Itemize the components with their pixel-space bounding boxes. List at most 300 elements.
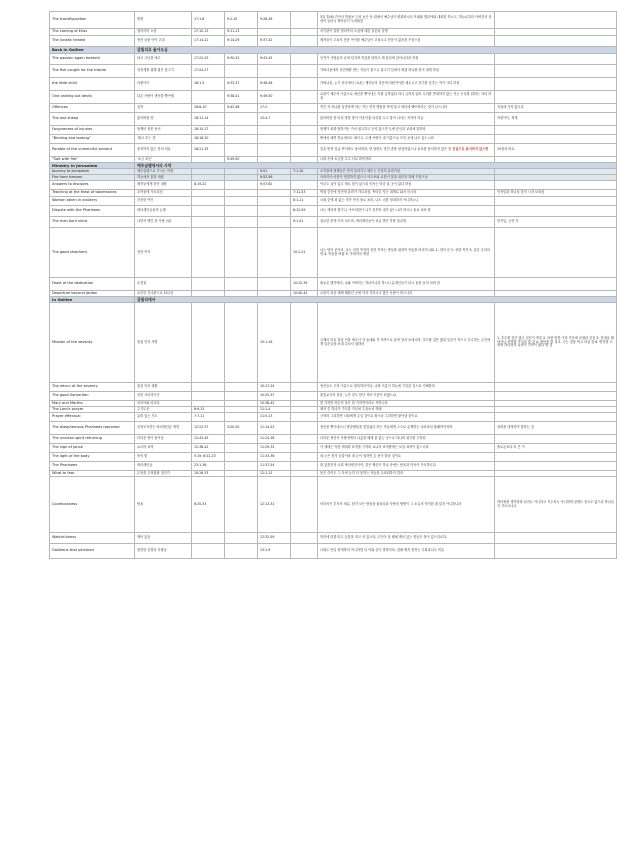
note-cell — [495, 453, 617, 462]
matthew-ref-cell — [192, 303, 225, 383]
mark-ref-cell — [225, 217, 258, 228]
luke-ref-cell — [258, 144, 291, 157]
luke-ref-cell: 15:4-7 — [258, 113, 291, 126]
title-cell: Answers to disciples — [50, 181, 135, 190]
description-cell: 몇 가지만 하든지 혹은 한 가지만이라도 족하니라 — [318, 401, 495, 407]
korean-title-cell: 주기도문 — [135, 407, 192, 413]
matthew-ref-cell: 18:15-17 — [192, 126, 225, 135]
title-cell: Teaching at the feast of tabernacles — [50, 190, 135, 197]
korean-title-cell: 성전세를 위해 잡은 물고기 — [135, 65, 192, 78]
matthew-ref-cell — [192, 190, 225, 197]
note-cell — [495, 135, 617, 144]
luke-ref-cell: 12:1-12 — [258, 471, 291, 477]
note-cell — [495, 12, 617, 29]
mark-ref-cell — [225, 435, 258, 444]
matthew-ref-cell: 18:11-14 — [192, 113, 225, 126]
john-ref-cell: 8:1-11 — [291, 197, 318, 206]
korean-title-cell: 변화 — [135, 12, 192, 29]
korean-title-cell: 귀신 들린 아이 고침 — [135, 36, 192, 47]
matthew-ref-cell: 5:15; 6:22-23 — [192, 453, 225, 462]
mark-ref-cell — [225, 190, 258, 197]
section-title: Ministry in Jerusalem — [50, 163, 135, 169]
title-cell: Woman taken in adultery — [50, 197, 135, 206]
title-cell: the little child — [50, 78, 135, 91]
john-ref-cell — [291, 135, 318, 144]
title-cell: The Lord's prayer — [50, 407, 135, 413]
title-cell: The good Samaritan — [50, 392, 135, 401]
mark-ref-cell — [225, 206, 258, 217]
john-ref-cell — [291, 413, 318, 422]
luke-ref-cell: 9:46-48 — [258, 78, 291, 91]
table-row — [50, 303, 617, 383]
matthew-ref-cell: 18:6-10 — [192, 104, 225, 113]
description-cell: 3일 후(6) 가이사 빌립보 근처 높은 산 위에서 예수님이 변화되시어 모세와 엘리야와 대화를 하시고, 하늘로부터 아버지의 음성이 들리니 제자들이 두려워함 — [318, 12, 495, 29]
mark-ref-cell — [225, 383, 258, 392]
description-cell: 솔로몬 행각에서, 나와 아버지는 하나이니라 하시니 유대인들이 다시 돌을 들어 치려 함 — [318, 278, 495, 291]
john-ref-cell — [291, 36, 318, 47]
table-row — [50, 435, 617, 444]
table-row — [50, 383, 617, 392]
mark-ref-cell — [225, 544, 258, 559]
description-cell: 몸은 죽여도 그 후에 능히 더 못하는 자들을 두려워하지 말라 — [318, 471, 495, 477]
matthew-ref-cell: 18:21-35 — [192, 144, 225, 157]
table-row — [50, 29, 617, 36]
korean-title-cell: 마리아와 마르다 — [135, 401, 192, 407]
note-cell — [495, 544, 617, 559]
luke-ref-cell: 10:17-24 — [258, 383, 291, 392]
john-ref-cell: 7:11-53 — [291, 190, 318, 197]
matthew-ref-cell — [192, 206, 225, 217]
title-cell: Covetousness — [50, 477, 135, 533]
korean-title-cell: 요나의 표적 — [135, 444, 192, 453]
note-cell: 어린아이, 회개 — [495, 113, 617, 126]
description-cell: 잃어버린 한 마리 양을 찾아 아흔아홉 마리를 두고 찾아 나서는 목자의 비유 — [318, 113, 495, 126]
description-cell: 귀신을 쫓아내시니 바알세불을 힘입었다 하는 자들에게 스스로 분쟁하는 나라마다 황폐하여지며 — [318, 422, 495, 435]
korean-title-cell: 칠십 인의 사명 — [135, 303, 192, 383]
note-cell: 안식일, 눈먼 자 — [495, 217, 617, 228]
mark-ref-cell — [225, 126, 258, 135]
mark-ref-cell: 9:38-41 — [225, 91, 258, 104]
john-ref-cell — [291, 65, 318, 78]
luke-ref-cell: 10:25-37 — [258, 392, 291, 401]
john-ref-cell — [291, 78, 318, 91]
title-cell: What to fear — [50, 471, 135, 477]
matthew-ref-cell — [192, 91, 225, 104]
description-cell: 서기관이 말한 엘리야의 오심에 대한 질문과 설명 — [318, 29, 495, 36]
john-ref-cell — [291, 113, 318, 126]
title-cell: Offences — [50, 104, 135, 113]
description-cell: 화 있을진저 너희 바리새인이여, 겉은 깨끗이 하나 속에는 탐욕과 악독이 가득하도다 — [318, 462, 495, 471]
description-cell: 허리에 띠를 띠고 등불을 켜고 서 있으라, 주인이 올 때에 깨어 있는 종들은 복이 있으리로다 — [318, 533, 495, 544]
korean-title-cell: '매고 푸는 것' — [135, 135, 192, 144]
note-cell — [495, 462, 617, 471]
note-cell — [495, 36, 617, 47]
note-cell: 솔로몬보다 더 큰 이 — [495, 444, 617, 453]
title-cell: Parable of the unmerciful servant — [50, 144, 135, 157]
description-cell: 주께서 따로 칠십 인을 세우사 각 동네와 각 지역으로 둘씩 앞서 보내시며, 추수할 것은 많되 일꾼이 적으니 추수하는 주인에게 일꾼들을 보내 주소서 청하라 — [318, 303, 495, 383]
matthew-ref-cell: 12:38-42 — [192, 444, 225, 453]
table-row — [50, 477, 617, 533]
section-header-row — [50, 47, 617, 54]
luke-ref-cell: 10:38-42 — [258, 401, 291, 407]
luke-ref-cell: 11:33-36 — [258, 453, 291, 462]
korean-title-cell: '소금 치듯' — [135, 157, 192, 163]
title-cell: Dispute with the Pharisees — [50, 206, 135, 217]
john-ref-cell: 10:22-39 — [291, 278, 318, 291]
luke-ref-cell — [258, 278, 291, 291]
mark-ref-cell — [225, 533, 258, 544]
mark-ref-cell — [225, 278, 258, 291]
luke-ref-cell — [258, 126, 291, 135]
korean-title-cell: 탐욕 — [135, 477, 192, 533]
matthew-ref-cell: 17:10-13 — [192, 29, 225, 36]
matthew-ref-cell: 7:7-11 — [192, 413, 225, 422]
mark-ref-cell — [225, 144, 258, 157]
john-ref-cell — [291, 422, 318, 435]
korean-title-cell: 나면서 맹인 된 사람 치유 — [135, 217, 192, 228]
mark-ref-cell: 9:33-37 — [225, 78, 258, 91]
table-row — [50, 544, 617, 559]
john-ref-cell — [291, 104, 318, 113]
table-row — [50, 190, 617, 197]
table-row — [50, 135, 617, 144]
mark-ref-cell — [225, 413, 258, 422]
korean-title-cell: 무엇을 두려워할 것인가 — [135, 471, 192, 477]
john-ref-cell — [291, 477, 318, 533]
note-cell — [495, 533, 617, 544]
luke-ref-cell: 9:43-45 — [258, 54, 291, 65]
table-row — [50, 444, 617, 453]
note-cell — [495, 413, 617, 422]
section-korean-title: 갈릴리로 돌아오심 — [135, 47, 617, 54]
description-cell: 나는 양의 문이라, 나는 선한 목자라 선한 목자는 양들을 위하여 목숨을 버리거니와. 1. 양의 문 2. 선한 목자 3. 다른 우리의 양 4. 목숨을 버림 5. 아버지의 명령 — [318, 228, 495, 278]
description-cell: 작은 자 하나를 실족하게 하는 자는 연자 맷돌을 목에 달고 바다에 빠뜨려지는 것이 나으니라 — [318, 104, 495, 113]
john-ref-cell: 10:1-21 — [291, 228, 318, 278]
description-cell: 인자가 사람들의 손에 넘겨져 죽임을 당하고 제 삼일에 살아나리라 하심 — [318, 54, 495, 65]
table-row — [50, 91, 617, 104]
title-cell: The good shepherd — [50, 228, 135, 278]
note-cell — [495, 78, 617, 91]
table-row — [50, 453, 617, 462]
korean-title-cell: 깨어 있음 — [135, 533, 192, 544]
luke-ref-cell: 9:37-42 — [258, 36, 291, 47]
john-ref-cell — [291, 392, 318, 401]
description-cell: 사마리아 마을이 영접하지 않으니 야고보와 요한이 불을 내리자 하매 꾸짖으심 — [318, 175, 495, 181]
korean-title-cell: 다시 고난을 예고 — [135, 54, 192, 65]
title-cell: The return of the seventy — [50, 383, 135, 392]
mark-ref-cell — [225, 444, 258, 453]
luke-ref-cell: 17:2 — [258, 104, 291, 113]
korean-title-cell: 어린아이 — [135, 78, 192, 91]
table-row — [50, 206, 617, 217]
section-korean-title: 갈릴리에서 — [135, 297, 617, 303]
description-cell: 율법교사의 질문, 누가 강도 만난 자의 이웃이 되겠느냐 — [318, 392, 495, 401]
luke-ref-cell: 12:13-31 — [258, 477, 291, 533]
matthew-ref-cell: 6:9-13 — [192, 407, 225, 413]
john-ref-cell: 10:40-42 — [291, 291, 318, 297]
note-cell — [495, 181, 617, 190]
luke-ref-cell: 9:28-36 — [258, 12, 291, 29]
korean-title-cell: 초막절에 가르치심 — [135, 190, 192, 197]
mark-ref-cell — [225, 181, 258, 190]
korean-title-cell: 예루살렘으로 가시는 여정 — [135, 169, 192, 175]
table-row — [50, 36, 617, 47]
table-row — [50, 413, 617, 422]
korean-title-cell: 용서하지 않는 종의 비유 — [135, 144, 192, 157]
description-cell: 구하라 그리하면 너희에게 주실 것이요 찾으라 그리하면 찾아낼 것이요 — [318, 413, 495, 422]
luke-ref-cell — [258, 228, 291, 278]
description-cell: 더러운 귀신이 사람에게서 나갔을 때에 물 없는 곳으로 다니며 쉬기를 구하되 — [318, 435, 495, 444]
title-cell: Forgiveness of injuries — [50, 126, 135, 135]
title-cell: "Salt with fire" — [50, 157, 135, 163]
john-ref-cell — [291, 54, 318, 65]
matthew-ref-cell — [192, 533, 225, 544]
matthew-ref-cell — [192, 217, 225, 228]
korean-title-cell: 요단강 건너편으로 떠나심 — [135, 291, 192, 297]
note-cell — [495, 435, 617, 444]
note-cell: 1. 추수할 것은 많고 일꾼이 적음 2. 어린 양을 이리 가운데 보냄과 같음 3. 전대나 배낭이나 신발을 가지지 말 것 4. 평안을 빌 것 5. 주는 것을 먹고 마실 것 6. 병자를 고치며 하나님의 나라가 가까이 왔다 할 것 — [495, 303, 617, 383]
description-cell: 실로암 못에 가서 씻으라, 바리새인들이 치유 받은 자를 출교함 — [318, 217, 495, 228]
note-cell — [495, 91, 617, 104]
description-cell: 이 세대는 악한 세대라 표적을 구하되 요나의 표적밖에는 보일 표적이 없느니라 — [318, 444, 495, 453]
john-ref-cell: 8:12-59 — [291, 206, 318, 217]
title-cell: Prayer effectual — [50, 413, 135, 422]
mark-ref-cell: 9:11-13 — [225, 29, 258, 36]
title-cell: "Binding and loosing" — [50, 135, 135, 144]
description-cell: 너희도 만일 회개하지 아니하면 다 이와 같이 망하리라, 열매 맺지 못하는 무화과나무 비유 — [318, 544, 495, 559]
mark-ref-cell: 9:2-10 — [225, 12, 258, 29]
luke-ref-cell: 10:1-16 — [258, 303, 291, 383]
description-cell: 제자 중 하나가 기도를 가르쳐 주옵소서 하매 — [318, 407, 495, 413]
korean-title-cell: 엘리야의 오심 — [135, 29, 192, 36]
note-cell — [495, 29, 617, 36]
note-cell — [495, 65, 617, 78]
mark-ref-cell — [225, 65, 258, 78]
matthew-ref-cell — [192, 392, 225, 401]
description-cell: 나는 세상의 빛이니, 아브라함이 나기 전부터 내가 있느니라 하시니 돌로 치려 함 — [318, 206, 495, 217]
table-row — [50, 197, 617, 206]
section-title: In Galilee — [50, 297, 135, 303]
john-ref-cell — [291, 303, 318, 383]
title-cell: Journey to Jerusalem — [50, 169, 135, 175]
mark-ref-cell: 3:20-30 — [225, 422, 258, 435]
table-row — [50, 104, 617, 113]
matthew-ref-cell — [192, 197, 225, 206]
korean-title-cell: 간음한 여인 — [135, 197, 192, 206]
matthew-ref-cell: 6:25-33 — [192, 477, 225, 533]
title-cell: The unclean spirit returning — [50, 435, 135, 444]
section-title: Back in Galilee — [50, 47, 135, 54]
note-cell: 지옥에 가지 않도록 — [495, 104, 617, 113]
matthew-ref-cell: 12:43-45 — [192, 435, 225, 444]
korean-title-cell: 신성모독하는 바리새인들 책망 — [135, 422, 192, 435]
luke-ref-cell: 11:5-13 — [258, 413, 291, 422]
mark-ref-cell — [225, 113, 258, 126]
description-cell: 귀신들도 주의 이름으로 항복하더이다, 너희 이름이 하늘에 기록된 것으로 기뻐하라 — [318, 383, 495, 392]
john-ref-cell — [291, 462, 318, 471]
description-cell: 네 눈은 몸의 등불이라 네 눈이 성하면 온 몸이 밝을 것이요 — [318, 453, 495, 462]
matthew-ref-cell: 12:22-37 — [192, 422, 225, 435]
highlight-text: 진심으로 용서하지 않으면 — [452, 147, 489, 152]
luke-ref-cell — [258, 190, 291, 197]
luke-ref-cell: 11:37-54 — [258, 462, 291, 471]
table-row — [50, 228, 617, 278]
john-ref-cell — [291, 126, 318, 135]
description-cell: 너희 중에 죄 없는 자가 먼저 돌로 치라, 나도 너를 정죄하지 아니하노니 — [318, 197, 495, 206]
description-text: 일흔 번씩 일곱 번이라도 용서하라, 만 달란트 빚진 종을 탕감하였으나 동료를 용서하지 않은 종 — [320, 147, 452, 152]
title-cell: Feast of the dedication — [50, 278, 135, 291]
description-cell: 가버나움에서 성전세를 받는 자들이 물으니 물고기 입에서 세겔 하나를 얻어 내게 하심 — [318, 65, 495, 78]
matthew-ref-cell: 18:18-20 — [192, 135, 225, 144]
luke-ref-cell — [258, 135, 291, 144]
korean-title-cell: 바리새인들과의 논쟁 — [135, 206, 192, 217]
john-ref-cell — [291, 383, 318, 392]
title-cell: The passion again foretold — [50, 54, 135, 65]
note-cell: 까마귀를 생각하라 심지도 아니하고 거두지도 아니하며 골방도 창고도 없으되 하나님이 기르시나니 — [495, 477, 617, 533]
table-row — [50, 422, 617, 435]
title-cell: The blasphemous Pharisees reproved — [50, 422, 135, 435]
matthew-ref-cell: 17:22-23 — [192, 54, 225, 65]
description-cell: 여우도 굴이 있고 새도 집이 있으되 인자는 머리 둘 곳이 없다 하심 — [318, 181, 495, 190]
matthew-ref-cell: 17:14-21 — [192, 36, 225, 47]
table-row — [50, 217, 617, 228]
note-cell — [495, 54, 617, 65]
mark-ref-cell — [225, 303, 258, 383]
matthew-ref-cell: 18:1-5 — [192, 78, 225, 91]
john-ref-cell — [291, 453, 318, 462]
title-cell: The Pharisees — [50, 462, 135, 471]
table-row — [50, 462, 617, 471]
title-cell: Galileans that perished — [50, 544, 135, 559]
mark-ref-cell — [225, 477, 258, 533]
description-cell: 초막절에 형제들은 먼저 올라가고 예수는 은밀히 올라가심 — [318, 169, 495, 175]
luke-ref-cell — [258, 206, 291, 217]
korean-title-cell: 잃어버린 양 — [135, 113, 192, 126]
title-cell: The sign of Jonah — [50, 444, 135, 453]
luke-ref-cell: 9:51 — [258, 169, 291, 175]
description-cell: 제자들이 고치지 못한 아이를 예수님이 고치시고 믿음이 없음을 꾸짖으심 — [318, 36, 495, 47]
note-cell — [495, 392, 617, 401]
note-cell: 성령을 대적하여 말하는 것 — [495, 422, 617, 435]
note-cell — [495, 383, 617, 392]
matthew-ref-cell: 17:24-27 — [192, 65, 225, 78]
matthew-ref-cell — [192, 228, 225, 278]
section-korean-title: 예루살렘에서의 사역 — [135, 163, 617, 169]
korean-title-cell: 수전절 — [135, 278, 192, 291]
korean-title-cell: 형제의 잘못 용서 — [135, 126, 192, 135]
matthew-ref-cell: 8:19-22 — [192, 181, 225, 190]
mark-ref-cell — [225, 135, 258, 144]
matthew-ref-cell: 23:1-36 — [192, 462, 225, 471]
mark-ref-cell — [225, 228, 258, 278]
title-cell: Departure beyond Jordan — [50, 291, 135, 297]
john-ref-cell — [291, 29, 318, 36]
title-cell: The fish caught for the tribute — [50, 65, 135, 78]
title-cell: Fire from heaven — [50, 175, 135, 181]
korean-title-cell: 제자들에게 하신 대답 — [135, 181, 192, 190]
korean-title-cell: 효력 있는 기도 — [135, 413, 192, 422]
title-cell: Watchfulness — [50, 533, 135, 544]
table-row — [50, 278, 617, 291]
table-row — [50, 533, 617, 544]
john-ref-cell: 7:1-10 — [291, 169, 318, 175]
description-cell: 가버나움, 누가 천국에서 크냐는 제자들의 질문에 어린아이를 세우시고 자기를 낮추는 자가 크다 하심 — [318, 78, 495, 91]
luke-ref-cell: 13:1-9 — [258, 544, 291, 559]
korean-title-cell: 몸의 빛 — [135, 453, 192, 462]
korean-title-cell: 바리새인들 — [135, 462, 192, 471]
title-cell: The lunatic healed — [50, 36, 135, 47]
description-cell: 어리석은 부자의 비유, 삼가 모든 탐심을 물리치라 사람의 생명이 그 소유의 넉넉한 데 있지 아니하니라 — [318, 477, 495, 533]
luke-ref-cell: 12:32-59 — [258, 533, 291, 544]
matthew-ref-cell: 17:1-8 — [192, 12, 225, 29]
note-cell: 인자임과 하나님 앞의 시자 보내심 — [495, 190, 617, 197]
table-row — [50, 12, 617, 29]
korean-title-cell: 칠십 인의 귀환 — [135, 383, 192, 392]
luke-ref-cell: 11:24-28 — [258, 435, 291, 444]
luke-ref-cell: 11:29-32 — [258, 444, 291, 453]
mark-ref-cell — [225, 392, 258, 401]
korean-title-cell: 하늘에서 불을 내림 — [135, 175, 192, 181]
title-cell: Mission of the seventy — [50, 303, 135, 383]
note-cell — [495, 228, 617, 278]
luke-ref-cell — [258, 197, 291, 206]
luke-ref-cell: 11:1-4 — [258, 407, 291, 413]
title-cell: The man born blind — [50, 217, 135, 228]
title-cell: The light of the body — [50, 453, 135, 462]
korean-title-cell: 선한 사마리아인 — [135, 392, 192, 401]
table-row — [50, 113, 617, 126]
john-ref-cell — [291, 12, 318, 29]
matthew-ref-cell — [192, 544, 225, 559]
korean-title-cell: 더러운 영이 돌아옴 — [135, 435, 192, 444]
john-ref-cell — [291, 544, 318, 559]
description-cell: 요한이 예수의 이름으로 귀신을 쫓아내는 자를 금하였다 하니 금하지 말라 우리를 반대하지 않는 자는 우리를 위하는 자라 하심 — [318, 91, 495, 104]
john-ref-cell — [291, 435, 318, 444]
description-cell: 형제가 죄를 범하거든 가서 권고하고 듣지 않으면 두세 증인과 교회에 말하라 — [318, 126, 495, 135]
mark-ref-cell: 9:42-48 — [225, 104, 258, 113]
john-ref-cell — [291, 444, 318, 453]
table-row — [50, 126, 617, 135]
mark-ref-cell: 9:49-50 — [225, 157, 258, 163]
mark-ref-cell — [225, 197, 258, 206]
description-cell: 땅에서 매면 하늘에서도 매이고, 두세 사람이 내 이름으로 모인 곳에 나도 있느니라 — [318, 135, 495, 144]
matthew-ref-cell — [192, 383, 225, 392]
korean-title-cell: 멸망한 갈릴리 사람들 — [135, 544, 192, 559]
table-row — [50, 65, 617, 78]
luke-ref-cell: 11:14-23 — [258, 422, 291, 435]
john-ref-cell — [291, 181, 318, 190]
mark-ref-cell: 9:14-29 — [225, 36, 258, 47]
note-cell — [495, 278, 617, 291]
note-cell: 15절과 비교 — [495, 144, 617, 157]
title-cell: The transfiguration — [50, 12, 135, 29]
luke-ref-cell: 9:52-56 — [258, 175, 291, 181]
title-cell: One casting out devils — [50, 91, 135, 104]
mark-ref-cell — [225, 453, 258, 462]
table-row — [50, 392, 617, 401]
luke-ref-cell: 9:57-62 — [258, 181, 291, 190]
luke-ref-cell: 9:49-50 — [258, 91, 291, 104]
note-cell — [495, 206, 617, 217]
john-ref-cell: 9:1-41 — [291, 217, 318, 228]
mark-ref-cell — [225, 462, 258, 471]
harmony-table — [49, 11, 614, 559]
table-row — [50, 78, 617, 91]
table-row — [50, 54, 617, 65]
note-cell — [495, 197, 617, 206]
description-cell: 명절 중간에 성전에 올라가 가르치심, 목마른 자는 내게로 와서 마시라 — [318, 190, 495, 197]
table-row — [50, 144, 617, 157]
